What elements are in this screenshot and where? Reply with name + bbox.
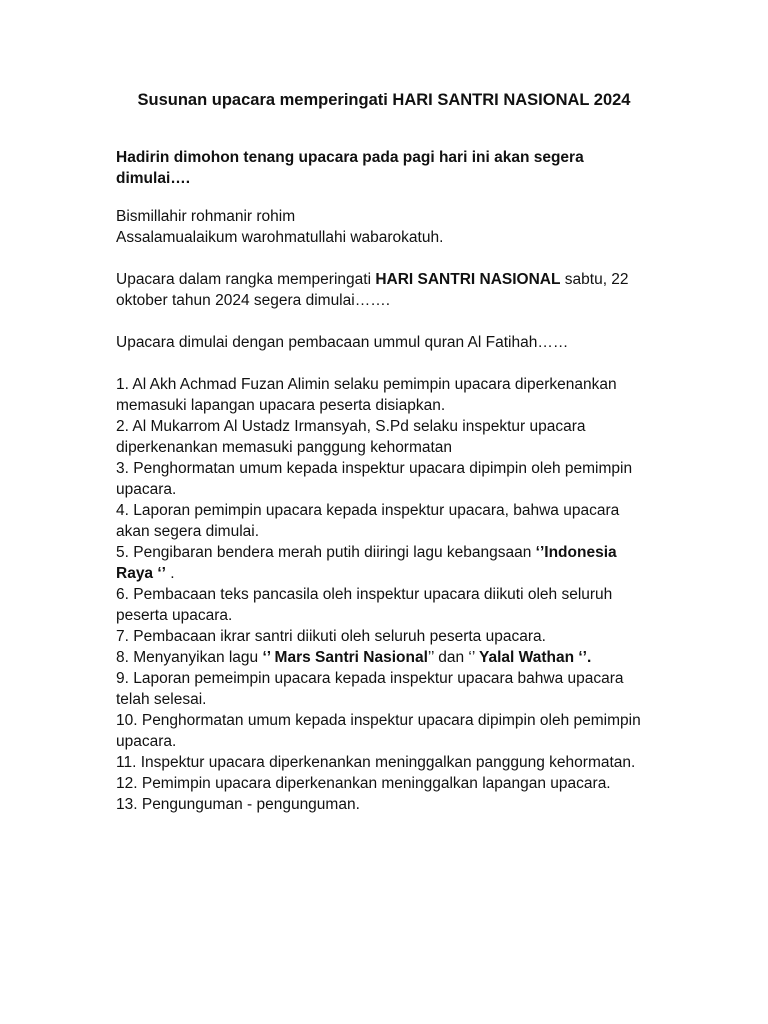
list-item-1: 1. Al Akh Achmad Fuzan Alimin selaku pemimpin upacara diperkenankan memasuki lapangan upacara peserta disiapkan. xyxy=(116,376,617,414)
list-item-4: 4. Laporan pemimpin upacara kepada inspektur upacara, bahwa upacara akan segera dimulai. xyxy=(116,502,620,540)
list-item-7: 7. Pembacaan ikrar santri diikuti oleh seluruh peserta upacara. xyxy=(116,628,546,645)
intro-paragraph: Hadirin dimohon tenang upacara pada pagi hari ini akan segera dimulai…. xyxy=(116,149,584,187)
list-item-6: 6. Pembacaan teks pancasila oleh inspektur upacara diikuti oleh seluruh peserta upacara. xyxy=(116,586,613,624)
list-item-5-end: . xyxy=(165,565,175,582)
list-item-10: 10. Penghormatan umum kepada inspektur upacara dipimpin oleh pemimpin upacara. xyxy=(116,712,641,750)
document-body xyxy=(116,147,656,815)
list-item-9: 9. Laporan pemeimpin upacara kepada inspektur upacara bahwa upacara telah selesai. xyxy=(116,670,624,708)
list-item-13: 13. Pengunguman - pengunguman. xyxy=(116,796,360,813)
list-item-5-text: 5. Pengibaran bendera merah putih diiringi lagu kebangsaan xyxy=(116,544,536,561)
fatihah-paragraph: Upacara dimulai dengan pembacaan ummul quran Al Fatihah…… xyxy=(116,334,569,351)
opening-text-after: sabtu, 22 oktober tahun 2024 segera dimulai……. xyxy=(116,271,629,309)
list-item-11: 11. Inspektur upacara diperkenankan meninggalkan panggung kehormatan. xyxy=(116,754,636,771)
list-item-8-mid: ’’ dan ‘’ xyxy=(427,649,480,666)
list-item-12: 12. Pemimpin upacara diperkenankan meninggalkan lapangan upacara. xyxy=(116,775,611,792)
song-title-mars-santri: ‘’ Mars Santri Nasional xyxy=(262,649,428,666)
greeting-line-2: Assalamualaikum warohmatullahi wabarokatuh. xyxy=(116,229,444,246)
greeting-line-1: Bismillahir rohmanir rohim xyxy=(116,208,296,225)
document-title: Susunan upacara memperingati HARI SANTRI NASIONAL 2024 xyxy=(137,91,631,109)
opening-text-before: Upacara dalam rangka memperingati xyxy=(116,271,376,288)
list-item-3: 3. Penghormatan umum kepada inspektur upacara dipimpin oleh pemimpin upacara. xyxy=(116,460,633,498)
anthem-title: ‘’Indonesia Raya ‘’ xyxy=(116,544,617,582)
opening-paragraph xyxy=(116,269,656,311)
opening-event-name: HARI SANTRI NASIONAL xyxy=(375,271,561,288)
list-item-2: 2. Al Mukarrom Al Ustadz Irmansyah, S.Pd selaku inspektur upacara diperkenankan memasuki panggung kehormatan xyxy=(116,418,586,456)
list-item-8-text: 8. Menyanyikan lagu xyxy=(116,649,263,666)
song-title-yalal-wathan: Yalal Wathan ‘’. xyxy=(479,649,592,666)
list-item-5 xyxy=(116,542,656,584)
list-item-8 xyxy=(116,647,656,668)
